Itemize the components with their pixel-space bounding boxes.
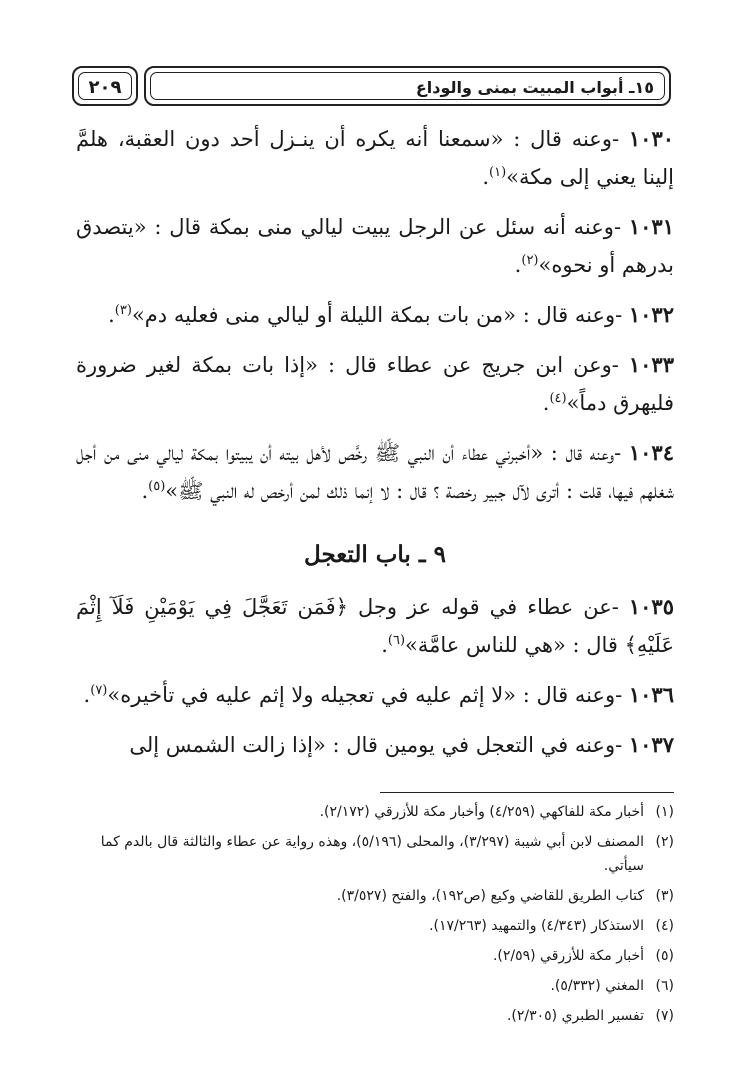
footnote-mark: (١) <box>655 804 674 820</box>
footnote-text: المصنف لابن أبي شيبة (٣/٢٩٧)، والمحلى (٥/١٩٦)، وهذه رواية عن عطاء والثالثة قال بالدم كما سيأتي. <box>100 834 644 874</box>
footnote-reference: (٢) <box>521 253 539 268</box>
hadith-entry: ١٠٣١ -وعنه أنه سئل عن الرجل يبيت ليالي منى بمكة قال : «يتصدق بدرهم أو نحوه»$^{(٢)}$. <box>76 214 674 277</box>
entry-number: ١٠٣٢ <box>628 302 674 327</box>
footnotes <box>76 800 674 1034</box>
footnote-text: المغني (٥/٣٣٢). <box>550 978 644 994</box>
footnote <box>76 800 674 824</box>
hadith-entry: ١٠٣٠ -وعنه قال : «سمعنا أنه يكره أن ينـزل أحد دون العقبة، هلمَّ إلينا يعني إلى مكة»$^{(١)}$. <box>76 126 675 189</box>
entry-text: وعنه في التعجل في يومين قال : «إذا زالت الشمس إلى <box>129 733 616 757</box>
footnote-reference: (٣) <box>114 303 132 318</box>
entry-text: وعن ابن جريج عن عطاء قال : «إذا بات بمكة لغير ضرورة فليهرق دماً» <box>76 353 674 415</box>
entry-number: ١٠٣٦ <box>628 682 674 707</box>
main-text <box>76 120 674 776</box>
hadith-entry: ١٠٣٥ -عن عطاء في قوله عز وجل ﴿فَمَن تَعَجَّلَ فِي يَوْمَيْنِ فَلَآ إِثْمَ عَلَيْهِ﴾ قال : «هي للناس عامَّة»$^{(٦)}$. <box>76 594 674 657</box>
footnote-mark: (٤) <box>655 918 674 934</box>
entry-number: ١٠٣٤ <box>628 440 674 465</box>
entries-after-chapter <box>76 588 674 764</box>
footnote <box>76 944 674 968</box>
entry-number: ١٠٣٠ <box>628 126 675 151</box>
footnote <box>76 914 674 938</box>
entry-number: ١٠٣١ <box>628 214 674 239</box>
footnote-reference: (٦) <box>387 633 406 648</box>
footnote-mark: (٦) <box>655 978 674 994</box>
footnote-text: الاستذكار (٤/٣٤٣) والتمهيد (١٧/٢٦٣). <box>429 918 644 934</box>
entry-text: وعنه قال : «سمعنا أنه يكره أن ينـزل أحد دون العقبة، هلمَّ إلينا يعني إلى مكة» <box>76 127 674 189</box>
entry-text: وعنه قال : «أخبرني عطاء أن النبي ﷺ رخَّص لأهل بيته أن يبيتوا بمكة ليالي منى من أجل شغلهم فيها، قلت : أترى لآل جبير رخصة ؟ قال : لا إنما ذلك لمن أرخص له النبي ﷺ» <box>76 441 674 503</box>
entry-text: وعنه قال : «من بات بمكة الليلة أو ليالي منى فعليه دم» <box>131 303 616 327</box>
footnote <box>76 884 674 908</box>
entry-text: وعنه أنه سئل عن الرجل يبيت ليالي منى بمكة قال : «يتصدق بدرهم أو نحوه» <box>76 215 674 277</box>
footnote-reference: (٧) <box>90 683 108 698</box>
hadith-entry: ١٠٣٧ -وعنه في التعجل في يومين قال : «إذا زالت الشمس إلى <box>129 732 674 757</box>
page-header <box>72 66 673 110</box>
footnote-text: تفسير الطبري (٢/٣٠٥). <box>506 1008 644 1024</box>
footnote <box>76 974 674 998</box>
hadith-entry: ١٠٣٦ -وعنه قال : «لا إثم عليه في تعجيله ولا إثم عليه في تأخيره»$^{(٧)}$. <box>83 682 674 707</box>
entry-text: وعنه قال : «لا إثم عليه في تعجيله ولا إثم عليه في تأخيره» <box>107 683 616 707</box>
running-title-frame <box>144 66 671 106</box>
hadith-entry: ١٠٣٢ -وعنه قال : «من بات بمكة الليلة أو ليالي منى فعليه دم»$^{(٣)}$. <box>108 302 674 327</box>
entries-before-chapter <box>76 120 674 510</box>
footnote <box>76 1004 674 1028</box>
footnote-reference: (٤) <box>549 391 567 406</box>
footnote-mark: (٧) <box>655 1008 674 1024</box>
footnote-mark: (٢) <box>655 834 674 850</box>
footnote-separator <box>380 792 674 793</box>
chapter-title: ٩ ـ باب التعجل <box>304 541 446 568</box>
footnote-reference: (١) <box>489 165 507 180</box>
entry-text: عن عطاء في قوله عز وجل ﴿فَمَن تَعَجَّلَ فِي يَوْمَيْنِ فَلَآ إِثْمَ عَلَيْهِ﴾ قال : «هي للناس عامَّة» <box>76 595 674 657</box>
footnote-text: كتاب الطريق للقاضي وكيع (ص١٩٢)، والفتح (٣/٥٢٧). <box>336 888 644 904</box>
footnote-mark: (٥) <box>655 948 674 964</box>
footnote-reference: (٥) <box>148 479 166 494</box>
footnote <box>76 830 674 878</box>
page-number-frame <box>72 66 138 106</box>
footnote-mark: (٣) <box>655 888 674 904</box>
entry-number: ١٠٣٣ <box>628 352 674 377</box>
entry-number: ١٠٣٧ <box>628 732 674 757</box>
page-number: ٢٠٩ <box>78 72 132 100</box>
footnote-text: أخبار مكة للفاكهي (٤/٢٥٩) وأخبار مكة للأزرقي (٢/١٧٢). <box>319 804 644 820</box>
hadith-entry: ١٠٣٣ -وعن ابن جريج عن عطاء قال : «إذا بات بمكة لغير ضرورة فليهرق دماً»$^{(٤)}$. <box>76 352 674 415</box>
footnote-text: أخبار مكة للأزرقي (٢/٥٩). <box>492 948 644 964</box>
hadith-entry: ١٠٣٤ -وعنه قال : «أخبرني عطاء أن النبي ﷺ رخَّص لأهل بيته أن يبيتوا بمكة ليالي منى من أجل شغلهم فيها، قلت : أترى لآل جبير رخصة ؟ قال : لا إنما ذلك لمن أرخص له النبي ﷺ»$^{(٥)}$. <box>76 440 674 503</box>
running-title: ١٥ـ أبواب المبيت بمنى والوداع <box>150 72 665 100</box>
entry-number: ١٠٣٥ <box>628 594 674 619</box>
